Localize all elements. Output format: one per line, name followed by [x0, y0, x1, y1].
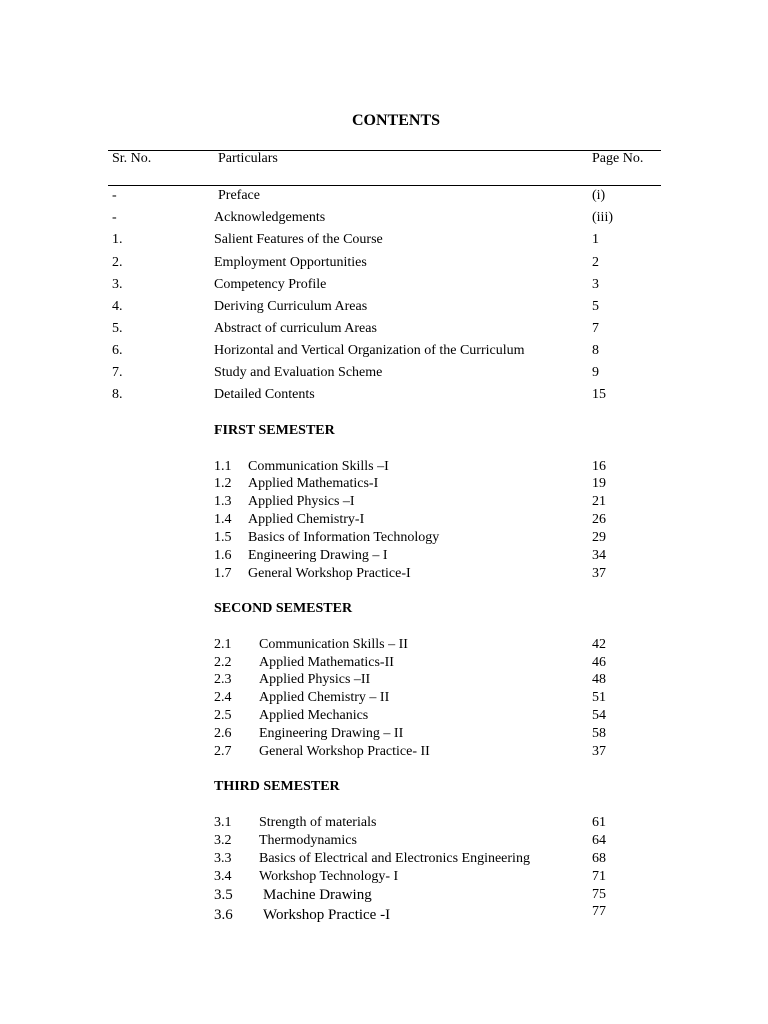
- course-number: 1.3: [214, 494, 232, 509]
- semester-heading: SECOND SEMESTER: [214, 601, 353, 616]
- toc-row-text: Employment Opportunities: [214, 255, 367, 270]
- toc-row-sr: 1.: [112, 232, 123, 247]
- course-page: 75: [592, 887, 606, 902]
- semester-heading: THIRD SEMESTER: [214, 779, 340, 794]
- toc-row-page: 9: [592, 365, 599, 380]
- course-title: Machine Drawing: [263, 887, 372, 903]
- header-top-rule: [108, 150, 661, 151]
- course-number: 1.7: [214, 566, 232, 581]
- course-title: Applied Mechanics: [259, 708, 369, 723]
- course-number: 1.6: [214, 548, 232, 563]
- toc-row-text: Horizontal and Vertical Organization of the Curriculum: [214, 343, 525, 358]
- course-title: Applied Physics –I: [248, 494, 355, 509]
- course-page: 37: [592, 744, 606, 759]
- course-number: 3.6: [214, 907, 233, 923]
- course-page: 29: [592, 530, 606, 545]
- course-number: 3.1: [214, 815, 232, 830]
- course-number: 2.5: [214, 708, 232, 723]
- toc-row-text: Competency Profile: [214, 277, 327, 292]
- toc-row-text: Detailed Contents: [214, 387, 315, 402]
- course-page: 19: [592, 476, 606, 491]
- course-number: 2.4: [214, 690, 232, 705]
- toc-row-sr: 6.: [112, 343, 123, 358]
- course-title: Applied Physics –II: [259, 672, 371, 687]
- course-title: Communication Skills –I: [248, 459, 389, 474]
- course-page: 58: [592, 726, 606, 741]
- toc-row-text: Abstract of curriculum Areas: [214, 321, 377, 336]
- toc-row-text: Salient Features of the Course: [214, 232, 383, 247]
- course-title: Basics of Information Technology: [248, 530, 440, 545]
- header-sr-no: Sr. No.: [112, 151, 152, 166]
- toc-row-text: Preface: [218, 188, 260, 203]
- toc-row-sr: 2.: [112, 255, 123, 270]
- page-title: CONTENTS: [351, 112, 441, 129]
- course-number: 3.4: [214, 869, 232, 884]
- course-page: 34: [592, 548, 606, 563]
- course-number: 2.7: [214, 744, 232, 759]
- toc-row-sr: 3.: [112, 277, 123, 292]
- toc-row-sr: 7.: [112, 365, 123, 380]
- toc-row-page: (i): [592, 188, 606, 203]
- course-page: 37: [592, 566, 606, 581]
- course-page: 68: [592, 851, 606, 866]
- toc-row-text: Acknowledgements: [214, 210, 326, 225]
- course-page: 48: [592, 672, 606, 687]
- course-page: 51: [592, 690, 606, 705]
- course-number: 3.3: [214, 851, 232, 866]
- course-title: Workshop Technology- I: [259, 869, 399, 884]
- course-number: 3.5: [214, 887, 233, 903]
- header-particulars: Particulars: [218, 151, 278, 166]
- course-title: Basics of Electrical and Electronics Engineering: [259, 851, 530, 866]
- course-page: 71: [592, 869, 606, 884]
- course-page: 46: [592, 655, 606, 670]
- course-number: 1.1: [214, 459, 232, 474]
- toc-row-page: 5: [592, 299, 599, 314]
- course-title: Applied Mathematics-I: [248, 476, 379, 491]
- toc-row-sr: 4.: [112, 299, 123, 314]
- course-title: Applied Mathematics-II: [259, 655, 394, 670]
- toc-row-page: 3: [592, 277, 599, 292]
- toc-row-sr: 8.: [112, 387, 123, 402]
- course-number: 3.2: [214, 833, 232, 848]
- course-title: General Workshop Practice-I: [248, 566, 411, 581]
- toc-row-page: 8: [592, 343, 599, 358]
- header-bottom-rule: [108, 185, 661, 186]
- course-page: 54: [592, 708, 606, 723]
- course-page: 42: [592, 637, 606, 652]
- course-number: 1.2: [214, 476, 232, 491]
- course-number: 2.1: [214, 637, 232, 652]
- course-number: 2.2: [214, 655, 232, 670]
- toc-row-text: Study and Evaluation Scheme: [214, 365, 383, 380]
- course-number: 2.3: [214, 672, 232, 687]
- course-title: Applied Chemistry-I: [248, 512, 365, 527]
- course-page: 26: [592, 512, 606, 527]
- course-title: General Workshop Practice- II: [259, 744, 430, 759]
- toc-row-page: 15: [592, 387, 606, 402]
- course-number: 1.4: [214, 512, 232, 527]
- course-title: Applied Chemistry – II: [259, 690, 390, 705]
- toc-row-page: 2: [592, 255, 599, 270]
- toc-row-page: (iii): [592, 210, 613, 225]
- toc-row-sr: 5.: [112, 321, 123, 336]
- toc-row-page: 7: [592, 321, 599, 336]
- course-page: 16: [592, 459, 606, 474]
- course-number: 1.5: [214, 530, 232, 545]
- course-page: 61: [592, 815, 606, 830]
- course-number: 2.6: [214, 726, 232, 741]
- course-title: Engineering Drawing – II: [259, 726, 404, 741]
- toc-row-sr: -: [112, 210, 117, 225]
- course-page: 21: [592, 494, 606, 509]
- course-title: Strength of materials: [259, 815, 377, 830]
- toc-row-text: Deriving Curriculum Areas: [214, 299, 368, 314]
- header-page-no: Page No.: [592, 151, 644, 166]
- course-title: Thermodynamics: [259, 833, 357, 848]
- course-title: Communication Skills – II: [259, 637, 408, 652]
- course-page: 77: [592, 904, 606, 919]
- semester-heading: FIRST SEMESTER: [214, 423, 335, 438]
- toc-row-sr: -: [112, 188, 117, 203]
- course-title: Engineering Drawing – I: [248, 548, 388, 563]
- course-title: Workshop Practice -I: [263, 907, 391, 923]
- toc-row-page: 1: [592, 232, 599, 247]
- course-page: 64: [592, 833, 606, 848]
